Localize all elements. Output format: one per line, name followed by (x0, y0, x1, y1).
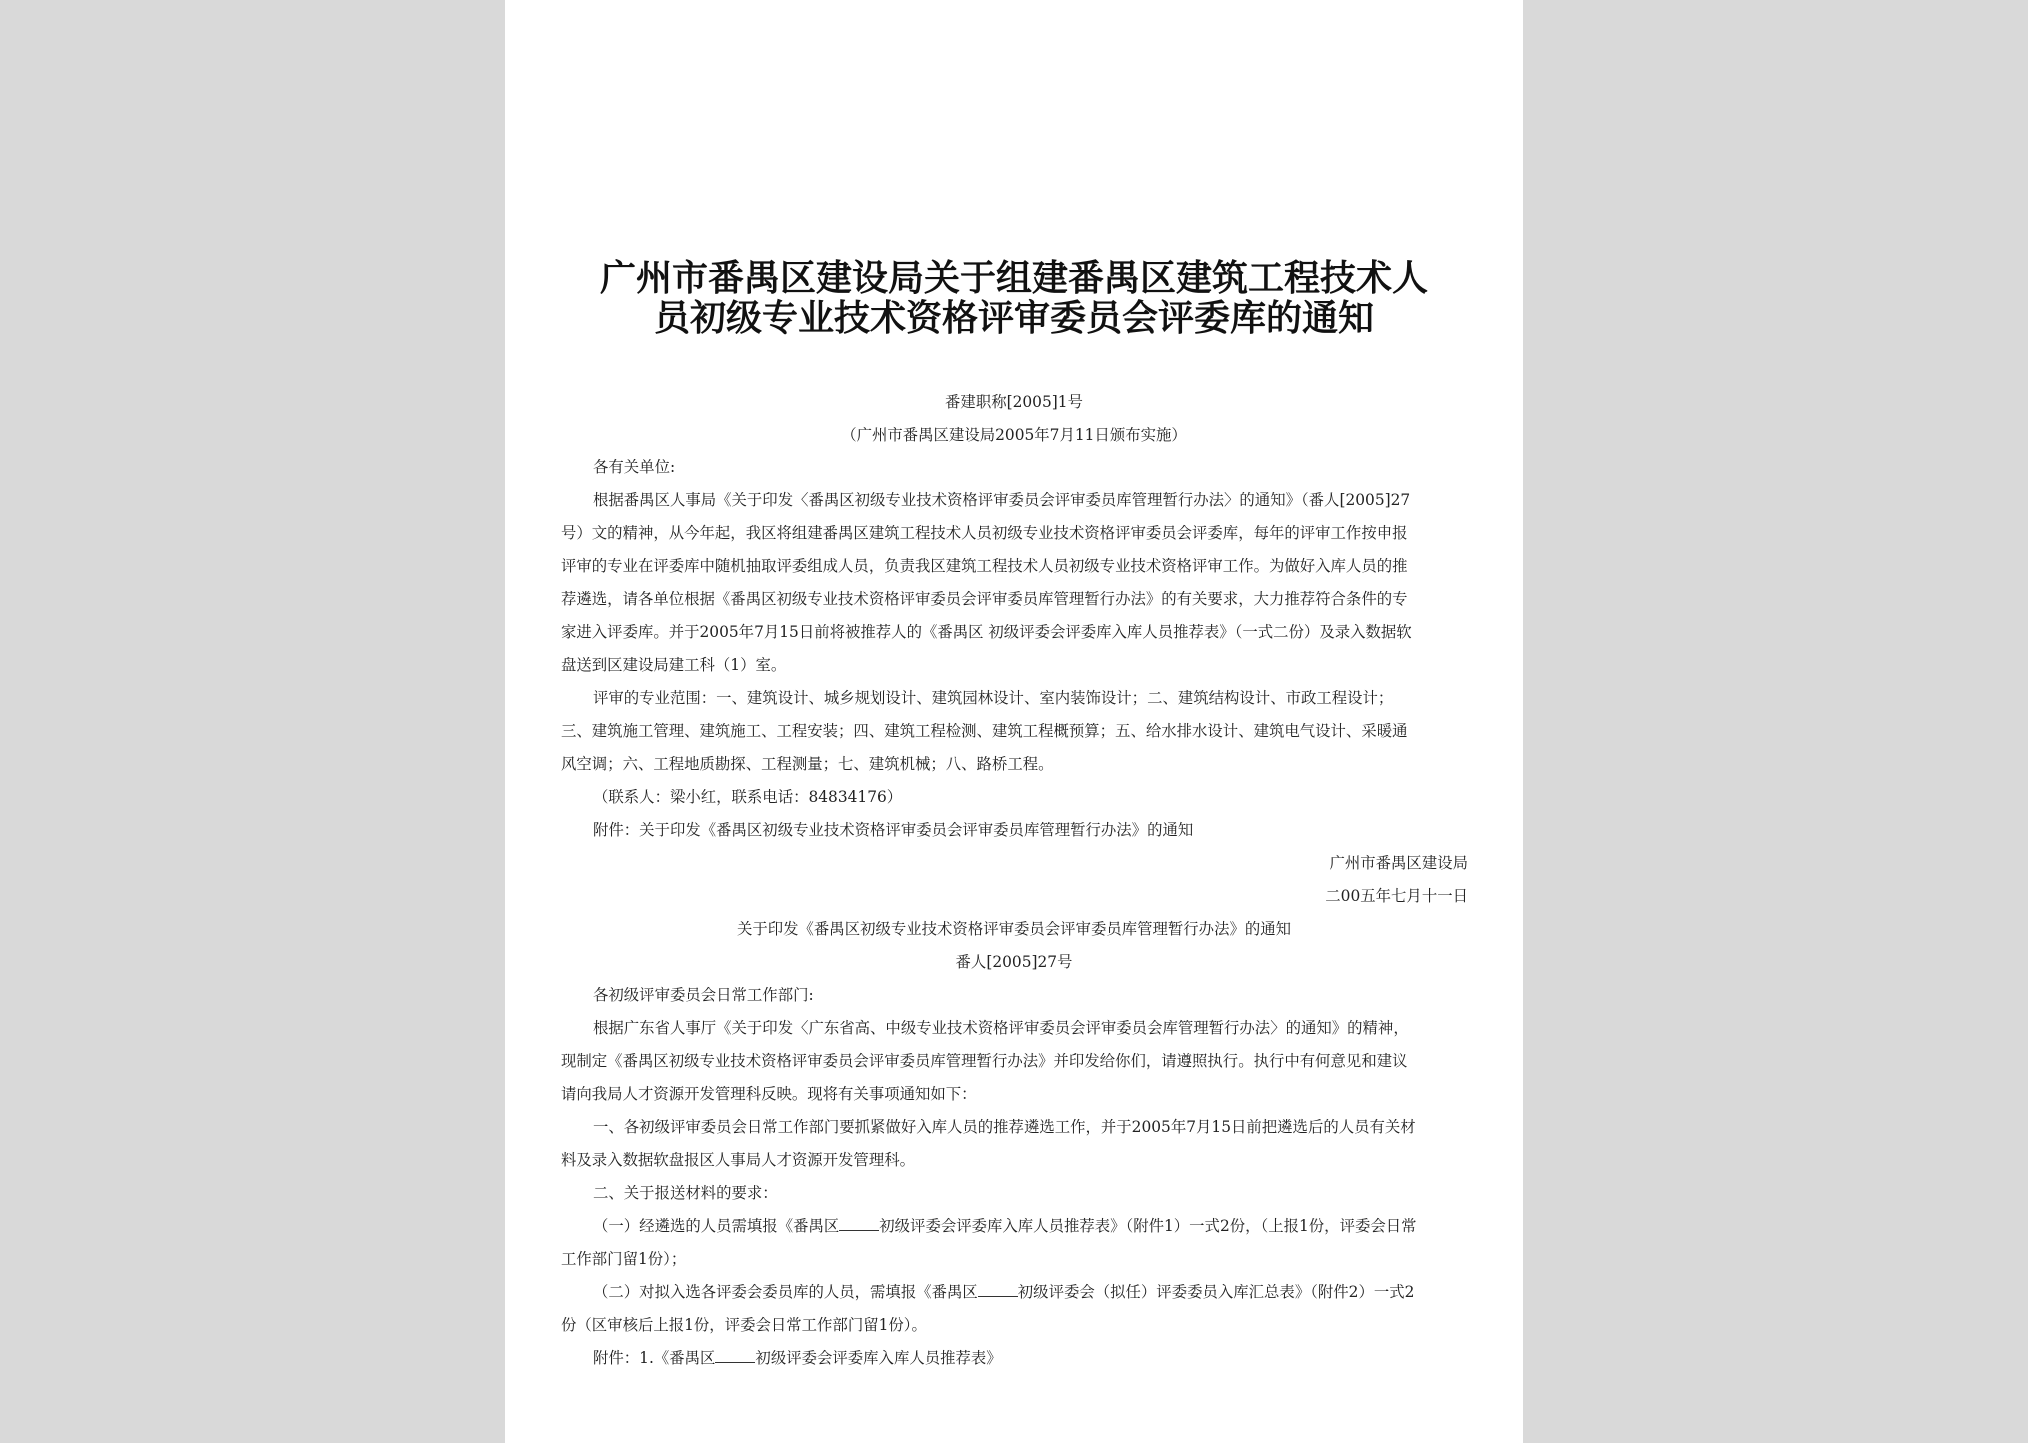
fill-in-blank (978, 1282, 1018, 1297)
issue-note: （广州市番禺区建设局2005年7月11日颁布实施） (841, 426, 1187, 444)
notice2-sub2-line-1 (593, 1280, 1414, 1302)
notice2-para1-line-3: 请向我局人才资源开发管理科反映。现将有关事项通知如下： (561, 1085, 977, 1103)
salutation: 各有关单位: (593, 458, 676, 476)
notice2-item1-line-1: 一、各初级评审委员会日常工作部门要抓紧做好入库人员的推荐遴选工作，并于2005年7月15日前把遴选后的人员有关材 (593, 1118, 1416, 1136)
title-line-1: 广州市番禺区建设局关于组建番禺区建筑工程技术人 (599, 257, 1428, 299)
body1-line-3: 评审的专业在评委库中随机抽取评委组成人员，负责我区建筑工程技术人员初级专业技术资格评审工作。为做好入库人员的推 (561, 557, 1408, 575)
contact-line: （联系人：梁小红，联系电话：84834176） (593, 788, 903, 806)
notice2-sub1-line-1 (593, 1214, 1417, 1236)
fill-in-blank (839, 1216, 879, 1231)
fill-in-blank (715, 1348, 755, 1363)
body1-line-1: 根据番禺区人事局《关于印发〈番禺区初级专业技术资格评审委员会评审委员库管理暂行办法〉的通知》（番人[2005]27 (593, 491, 1411, 509)
title-line-2: 员初级专业技术资格评审委员会评委库的通知 (653, 297, 1374, 339)
sub1-part-a: （一）经遴选的人员需填报《番禺区 (593, 1217, 840, 1235)
notice2-item2: 二、关于报送材料的要求： (593, 1184, 778, 1202)
notice2-item1-line-2: 料及录入数据软盘报区人事局人才资源开发管理科。 (561, 1151, 915, 1169)
notice2-number: 番人[2005]27号 (955, 953, 1073, 971)
document-page (505, 0, 1523, 1443)
document-title (505, 258, 1523, 338)
body1-line-4: 荐遴选，请各单位根据《番禺区初级专业技术资格评审委员会评审委员库管理暂行办法》的有关要求，大力推荐符合条件的专 (561, 590, 1408, 608)
sub2-part-a: （二）对拟入选各评委会委员库的人员，需填报《番禺区 (593, 1283, 978, 1301)
body1-line-2: 号）文的精神，从今年起，我区将组建番禺区建筑工程技术人员初级专业技术资格评审委员会评委库，每年的评审工作按申报 (561, 524, 1408, 542)
body1-line-6: 盘送到区建设局建工科（1）室。 (561, 656, 787, 674)
signature-date: 二00五年七月十一日 (1325, 887, 1468, 905)
attach-part-a: 附件：1.《番禺区 (593, 1349, 716, 1367)
attachment-line: 附件：关于印发《番禺区初级专业技术资格评审委员会评审委员库管理暂行办法》的通知 (593, 821, 1194, 839)
doc-number: 番建职称[2005]1号 (945, 393, 1083, 411)
signature-org: 广州市番禺区建设局 (1329, 854, 1468, 872)
body2-line-2: 三、建筑施工管理、建筑施工、工程安装；四、建筑工程检测、建筑工程概预算；五、给水排水设计、建筑电气设计、采暖通 (561, 722, 1408, 740)
notice2-salutation: 各初级评审委员会日常工作部门: (593, 986, 814, 1004)
body2-line-3: 风空调；六、工程地质勘探、工程测量；七、建筑机械；八、路桥工程。 (561, 755, 1054, 773)
notice2-para1-line-2: 现制定《番禺区初级专业技术资格评审委员会评审委员库管理暂行办法》并印发给你们，请遵照执行。执行中有何意见和建议 (561, 1052, 1408, 1070)
notice2-para1-line-1: 根据广东省人事厅《关于印发〈广东省高、中级专业技术资格评审委员会评审委员会库管理暂行办法〉的通知》的精神， (593, 1019, 1409, 1037)
notice2-attach-line (593, 1346, 1002, 1368)
body2-line-1: 评审的专业范围：一、建筑设计、城乡规划设计、建筑园林设计、室内装饰设计；二、建筑结构设计、市政工程设计； (593, 689, 1394, 707)
notice2-sub2-line-2: 份（区审核后上报1份，评委会日常工作部门留1份）。 (561, 1316, 927, 1334)
sub2-part-b: 初级评委会（拟任）评委委员入库汇总表》（附件2）一式2 (1017, 1283, 1415, 1301)
attach-part-b: 初级评委会评委库入库人员推荐表》 (755, 1349, 1002, 1367)
body1-line-5: 家进入评委库。并于2005年7月15日前将被推荐人的《番禺区 初级评委会评委库入库人员推荐表》（一式二份）及录入数据软 (561, 623, 1412, 641)
notice2-title: 关于印发《番禺区初级专业技术资格评审委员会评审委员库管理暂行办法》的通知 (736, 920, 1292, 938)
sub1-part-b: 初级评委会评委库入库人员推荐表》（附件1）一式2份，（上报1份，评委会日常 (879, 1217, 1417, 1235)
notice2-sub1-line-2: 工作部门留1份）； (561, 1250, 687, 1268)
